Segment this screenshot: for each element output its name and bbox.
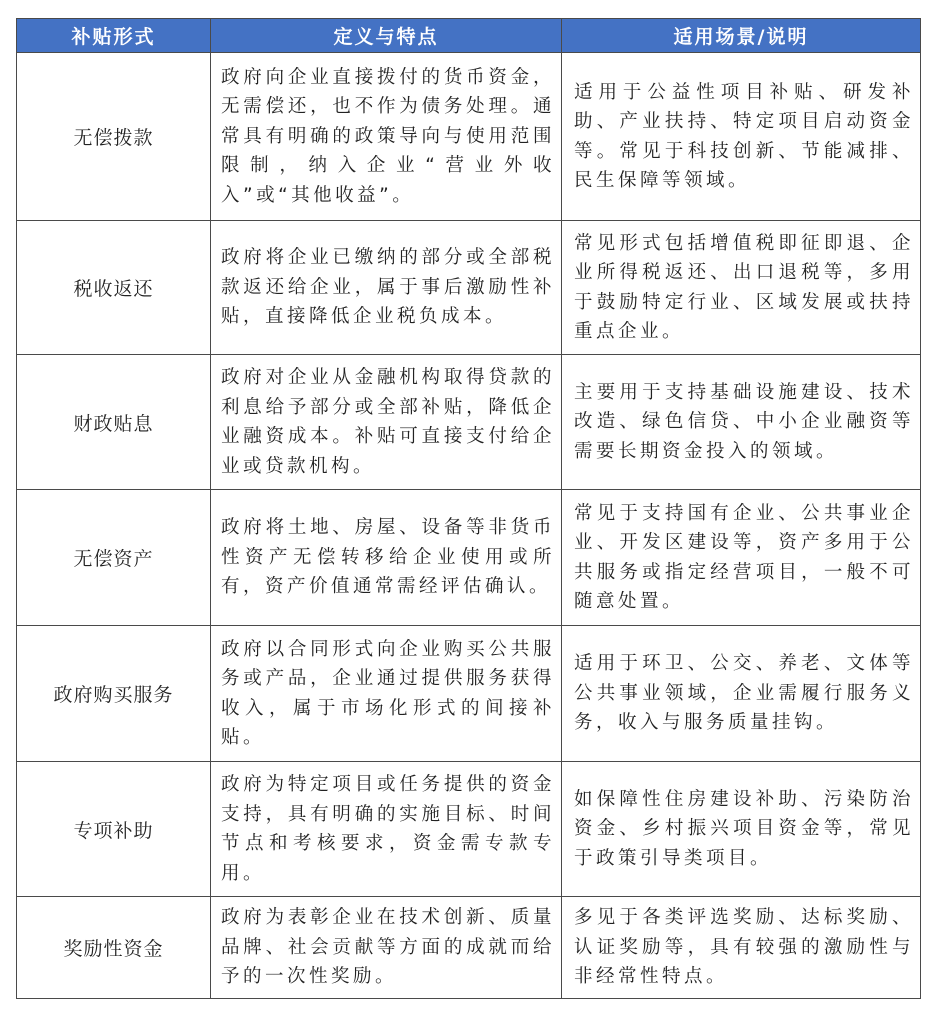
table-row: [17, 221, 921, 355]
definition-cell: 政府向企业直接拨付的货币资金，无需偿还，也不作为债务处理。通常具有明确的政策导向与使用范围限制，纳入企业“营业外收入”或“其他收益”。: [211, 53, 562, 221]
subsidy-table-container: [16, 18, 920, 999]
subsidy-type-cell: 专项补助: [17, 762, 211, 897]
subsidy-type-cell: 财政贴息: [17, 355, 211, 490]
table-row: [17, 53, 921, 221]
definition-cell: 政府为表彰企业在技术创新、质量品牌、社会贡献等方面的成就而给予的一次性奖励。: [211, 897, 562, 999]
subsidy-type-cell: 无偿拨款: [17, 53, 211, 221]
scenario-cell: 如保障性住房建设补助、污染防治资金、乡村振兴项目资金等，常见于政策引导类项目。: [562, 762, 921, 897]
definition-cell: 政府将企业已缴纳的部分或全部税款返还给企业，属于事后激励性补贴，直接降低企业税负成本。: [211, 221, 562, 355]
scenario-cell: 常见于支持国有企业、公共事业企业、开发区建设等，资产多用于公共服务或指定经营项目，一般不可随意处置。: [562, 490, 921, 626]
header-scenario: 适用场景/说明: [562, 19, 921, 53]
definition-cell: 政府以合同形式向企业购买公共服务或产品，企业通过提供服务获得收入，属于市场化形式的间接补贴。: [211, 626, 562, 762]
subsidy-type-cell: 税收返还: [17, 221, 211, 355]
scenario-cell: 多见于各类评选奖励、达标奖励、认证奖励等，具有较强的激励性与非经常性特点。: [562, 897, 921, 999]
subsidy-type-cell: 奖励性资金: [17, 897, 211, 999]
scenario-cell: 适用于环卫、公交、养老、文体等公共事业领域，企业需履行服务义务，收入与服务质量挂钩。: [562, 626, 921, 762]
table-row: [17, 897, 921, 999]
definition-cell: 政府将土地、房屋、设备等非货币性资产无偿转移给企业使用或所有，资产价值通常需经评估确认。: [211, 490, 562, 626]
subsidy-type-cell: 无偿资产: [17, 490, 211, 626]
scenario-cell: 适用于公益性项目补贴、研发补助、产业扶持、特定项目启动资金等。常见于科技创新、节能减排、民生保障等领域。: [562, 53, 921, 221]
definition-cell: 政府对企业从金融机构取得贷款的利息给予部分或全部补贴，降低企业融资成本。补贴可直接支付给企业或贷款机构。: [211, 355, 562, 490]
subsidy-table: [16, 18, 921, 999]
scenario-cell: 常见形式包括增值税即征即退、企业所得税返还、出口退税等，多用于鼓励特定行业、区域发展或扶持重点企业。: [562, 221, 921, 355]
table-row: [17, 762, 921, 897]
header-subsidy-type: 补贴形式: [17, 19, 211, 53]
subsidy-type-cell: 政府购买服务: [17, 626, 211, 762]
table-header-row: [17, 19, 921, 53]
scenario-cell: 主要用于支持基础设施建设、技术改造、绿色信贷、中小企业融资等需要长期资金投入的领域。: [562, 355, 921, 490]
table-row: [17, 626, 921, 762]
header-definition: 定义与特点: [211, 19, 562, 53]
table-row: [17, 355, 921, 490]
table-row: [17, 490, 921, 626]
definition-cell: 政府为特定项目或任务提供的资金支持，具有明确的实施目标、时间节点和考核要求，资金需专款专用。: [211, 762, 562, 897]
